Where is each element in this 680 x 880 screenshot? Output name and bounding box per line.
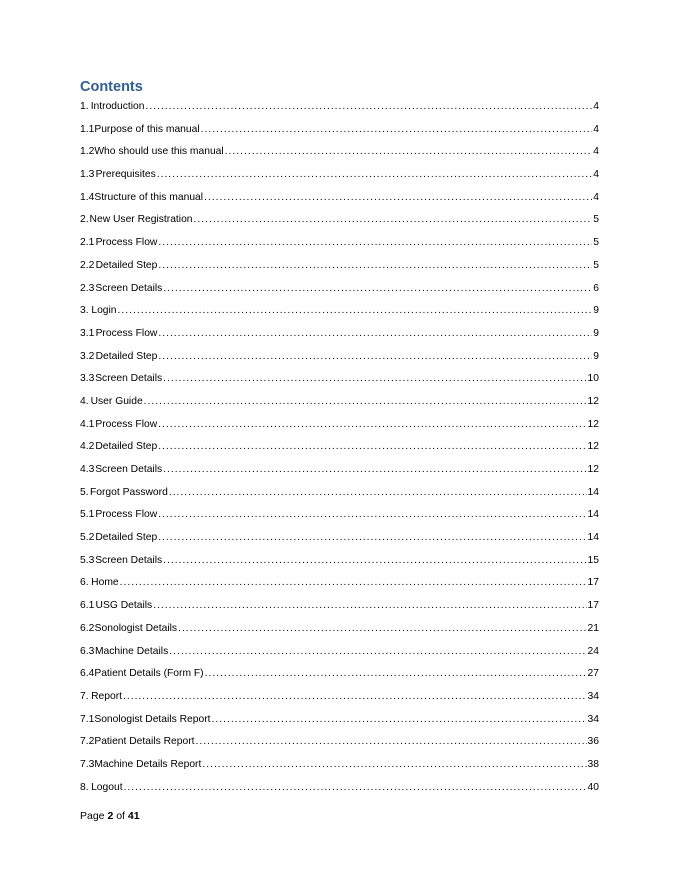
toc-entry-number: 7.1 xyxy=(80,713,95,725)
toc-entry-title: Process Flow xyxy=(95,237,158,249)
toc-entry-title: Introduction xyxy=(90,101,145,112)
toc-entry-number: 4.2 xyxy=(80,441,95,453)
toc-entry-page: 12 xyxy=(587,418,599,430)
toc-entry[interactable] xyxy=(80,487,599,510)
toc-entry-title: Process Flow xyxy=(95,509,158,521)
toc-entry-page: 4 xyxy=(593,123,599,135)
toc-entry-number: 7. xyxy=(80,690,89,702)
toc-dot-leader xyxy=(123,691,587,702)
toc-entry-title: Screen Details xyxy=(95,282,163,294)
toc-entry-page: 40 xyxy=(587,781,599,793)
toc-dot-leader xyxy=(204,192,592,203)
toc-entry-page: 5 xyxy=(593,237,599,249)
toc-entry[interactable] xyxy=(80,124,599,147)
toc-dot-leader xyxy=(118,305,593,316)
toc-entry-number: 1.1 xyxy=(80,123,95,135)
table-of-contents xyxy=(80,101,599,804)
toc-entry-page: 4 xyxy=(593,191,599,203)
toc-entry-number: 3.2 xyxy=(80,350,95,362)
toc-entry-page: 36 xyxy=(587,736,599,748)
current-page-number: 2 xyxy=(107,810,114,822)
toc-dot-leader xyxy=(158,419,586,430)
toc-entry-number: 1.3 xyxy=(80,169,95,181)
toc-dot-leader xyxy=(158,441,586,452)
toc-entry[interactable] xyxy=(80,555,599,578)
toc-entry-title: USG Details xyxy=(95,600,153,612)
toc-dot-leader xyxy=(158,237,592,248)
toc-entry-number: 1.2 xyxy=(80,146,95,158)
toc-entry-title: Login xyxy=(91,305,117,317)
toc-entry-page: 38 xyxy=(587,758,599,770)
toc-dot-leader xyxy=(194,214,593,225)
toc-dot-leader xyxy=(158,509,586,520)
toc-dot-leader xyxy=(144,396,587,407)
toc-entry-title: Screen Details xyxy=(95,464,163,475)
toc-entry-number: 6. xyxy=(80,577,89,589)
toc-entry[interactable] xyxy=(80,782,599,805)
toc-entry-number: 5.2 xyxy=(80,532,95,544)
toc-entry[interactable] xyxy=(80,192,599,215)
toc-entry-number: 2.3 xyxy=(80,282,95,294)
toc-entry-number: 5. xyxy=(80,486,89,498)
toc-entry-title: Detailed Step xyxy=(95,350,158,362)
toc-entry-number: 3.3 xyxy=(80,373,95,385)
toc-entry-title: Process Flow xyxy=(95,418,158,430)
toc-entry-title: Home xyxy=(91,577,119,589)
toc-entry-title: Purpose of this manual xyxy=(94,123,200,135)
toc-entry-page: 12 xyxy=(587,441,599,453)
toc-entry-title: Screen Details xyxy=(95,373,163,385)
toc-entry-number: 2. xyxy=(80,214,89,226)
toc-dot-leader xyxy=(201,124,593,135)
toc-entry-title: Machine Details Report xyxy=(94,758,202,770)
toc-entry[interactable] xyxy=(80,351,599,374)
toc-entry-page: 9 xyxy=(593,350,599,362)
toc-dot-leader xyxy=(205,668,587,679)
toc-entry[interactable] xyxy=(80,101,599,124)
toc-entry-title: Who should use this manual xyxy=(94,146,224,158)
toc-dot-leader xyxy=(163,283,592,294)
toc-entry[interactable] xyxy=(80,714,599,737)
toc-entry-number: 5.1 xyxy=(80,509,95,521)
toc-dot-leader xyxy=(212,714,587,725)
toc-entry-page: 6 xyxy=(593,282,599,294)
toc-entry-page: 24 xyxy=(587,645,599,657)
toc-entry-number: 6.2 xyxy=(80,622,95,634)
toc-dot-leader xyxy=(158,351,592,362)
toc-entry[interactable] xyxy=(80,691,599,714)
toc-dot-leader xyxy=(158,260,592,271)
toc-entry-title: Detailed Step xyxy=(95,259,158,271)
toc-dot-leader xyxy=(169,487,587,498)
toc-entry-title: Structure of this manual xyxy=(94,191,204,203)
toc-entry-title: Screen Details xyxy=(95,554,163,566)
toc-dot-leader xyxy=(202,759,586,770)
toc-entry-page: 27 xyxy=(587,668,599,680)
toc-dot-leader xyxy=(178,623,586,634)
page-footer xyxy=(80,810,140,822)
toc-entry-title: New User Registration xyxy=(89,214,193,226)
toc-entry-title: Report xyxy=(91,690,122,702)
toc-entry-number: 6.1 xyxy=(80,600,95,612)
toc-dot-leader xyxy=(153,600,586,611)
toc-entry-page: 12 xyxy=(587,395,599,407)
toc-dot-leader xyxy=(120,577,587,588)
toc-entry-title: Sonologist Details Report xyxy=(94,713,211,725)
toc-dot-leader xyxy=(163,464,586,475)
toc-entry[interactable] xyxy=(80,509,599,532)
toc-dot-leader xyxy=(124,782,587,793)
toc-entry[interactable] xyxy=(80,577,599,600)
toc-entry-title: User Guide xyxy=(90,395,143,407)
toc-entry-number: 7.2 xyxy=(80,736,95,748)
toc-entry-page: 10 xyxy=(587,373,599,385)
toc-entry-number: 1.4 xyxy=(80,191,95,203)
toc-entry-number: 6.3 xyxy=(80,645,95,657)
toc-entry-page: 4 xyxy=(593,101,599,112)
toc-entry[interactable] xyxy=(80,283,599,306)
toc-dot-leader xyxy=(163,555,586,566)
toc-entry-title: Detailed Step xyxy=(95,441,158,453)
toc-entry-title: Logout xyxy=(91,781,123,793)
toc-entry-page: 21 xyxy=(587,622,599,634)
toc-entry-number: 7.3 xyxy=(80,758,95,770)
toc-entry[interactable] xyxy=(80,237,599,260)
toc-entry[interactable] xyxy=(80,464,599,487)
toc-entry-title: Forgot Password xyxy=(89,486,168,498)
toc-entry-number: 4.1 xyxy=(80,418,95,430)
toc-entry[interactable] xyxy=(80,600,599,623)
toc-entry[interactable] xyxy=(80,759,599,782)
toc-entry[interactable] xyxy=(80,305,599,328)
toc-entry-number: 2.2 xyxy=(80,259,95,271)
toc-entry[interactable] xyxy=(80,441,599,464)
toc-entry-title: Patient Details Report xyxy=(94,736,195,748)
toc-entry[interactable] xyxy=(80,214,599,237)
toc-dot-leader xyxy=(158,532,586,543)
footer-of: of xyxy=(113,810,128,822)
toc-entry-page: 5 xyxy=(593,259,599,271)
toc-entry-title: Patient Details (Form F) xyxy=(94,668,204,680)
toc-dot-leader xyxy=(158,328,592,339)
total-pages: 41 xyxy=(127,810,140,822)
toc-entry-number: 3.1 xyxy=(80,327,95,339)
toc-entry-title: Sonologist Details xyxy=(94,622,178,634)
toc-entry-number: 4.3 xyxy=(80,464,95,475)
toc-entry-page: 34 xyxy=(587,713,599,725)
toc-entry[interactable] xyxy=(80,146,599,169)
toc-entry-number: 1. xyxy=(80,101,89,112)
toc-entry-number: 5.3 xyxy=(80,554,95,566)
toc-entry-page: 17 xyxy=(587,600,599,612)
toc-entry-page: 9 xyxy=(593,327,599,339)
toc-entry-page: 14 xyxy=(587,509,599,521)
toc-entry-page: 34 xyxy=(587,690,599,702)
toc-entry-page: 17 xyxy=(587,577,599,589)
toc-entry-title: Prerequisites xyxy=(95,169,156,181)
toc-dot-leader xyxy=(169,646,586,657)
toc-entry-number: 8. xyxy=(80,781,89,793)
toc-entry[interactable] xyxy=(80,373,599,396)
toc-entry[interactable] xyxy=(80,396,599,419)
toc-entry[interactable] xyxy=(80,736,599,759)
toc-entry-page: 12 xyxy=(587,464,599,475)
toc-entry-title: Detailed Step xyxy=(95,532,158,544)
toc-entry[interactable] xyxy=(80,623,599,646)
toc-entry-number: 4. xyxy=(80,395,89,407)
toc-entry-page: 14 xyxy=(587,486,599,498)
toc-entry[interactable] xyxy=(80,169,599,192)
toc-entry-page: 15 xyxy=(587,554,599,566)
toc-entry-page: 14 xyxy=(587,532,599,544)
toc-dot-leader xyxy=(163,373,586,384)
toc-entry[interactable] xyxy=(80,646,599,669)
toc-entry-page: 9 xyxy=(593,305,599,317)
page-title: Contents xyxy=(80,79,143,95)
toc-dot-leader xyxy=(157,169,593,180)
toc-entry[interactable] xyxy=(80,260,599,283)
toc-dot-leader xyxy=(225,146,593,157)
toc-entry[interactable] xyxy=(80,328,599,351)
toc-entry-number: 6.4 xyxy=(80,668,95,680)
toc-entry[interactable] xyxy=(80,668,599,691)
toc-entry-page: 4 xyxy=(593,169,599,181)
footer-prefix: Page xyxy=(80,810,108,822)
toc-dot-leader xyxy=(146,101,593,112)
toc-entry-number: 3. xyxy=(80,305,89,317)
toc-entry-number: 2.1 xyxy=(80,237,95,249)
toc-entry-title: Machine Details xyxy=(94,645,169,657)
toc-dot-leader xyxy=(196,736,587,747)
toc-entry-title: Process Flow xyxy=(95,327,158,339)
toc-entry-page: 4 xyxy=(593,146,599,158)
toc-entry[interactable] xyxy=(80,419,599,442)
toc-entry[interactable] xyxy=(80,532,599,555)
toc-entry-page: 5 xyxy=(593,214,599,226)
